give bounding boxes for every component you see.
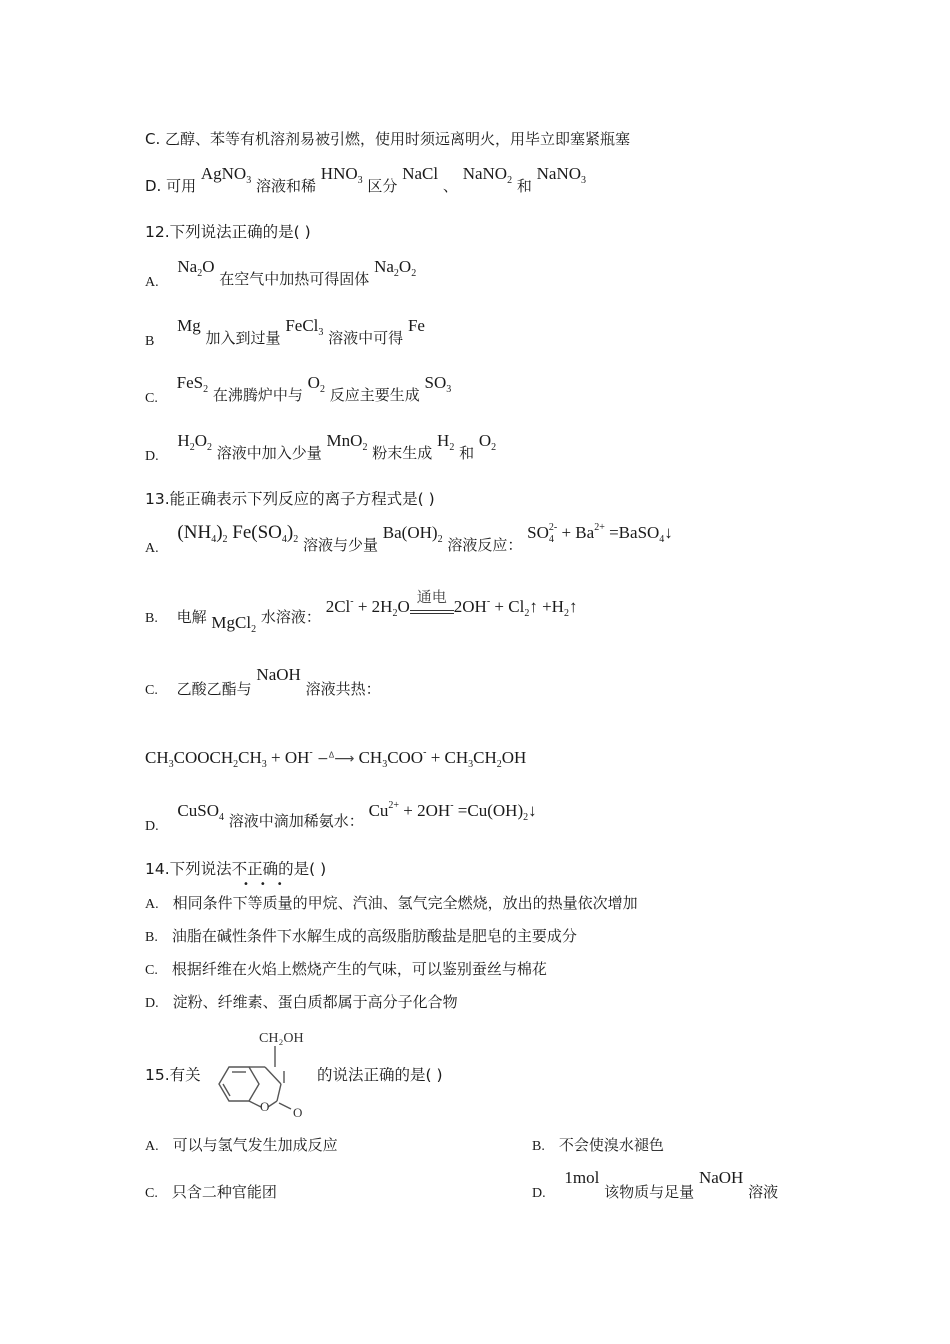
svg-text:O: O	[260, 1099, 270, 1114]
q13-title: 13.能正确表示下列反应的离子方程式是( )	[145, 490, 435, 508]
q14-option-c: C. 根据纤维在火焰上燃烧产生的气味，可以鉴别蚕丝与棉花	[145, 960, 547, 978]
q14-option-b: B. 油脂在碱性条件下水解生成的高级脂肪酸盐是肥皂的主要成分	[145, 927, 577, 945]
q14-title: 14.下列说法不正确的是( )	[145, 860, 327, 878]
q15-option-b: B. 不会使溴水褪色	[532, 1136, 664, 1154]
q12-option-c: C. FeS$_2$ 在沸腾炉中与 $O_2$ 反应主要生成 $SO_3$	[145, 373, 452, 406]
q12-title: 12.下列说法正确的是( )	[145, 223, 311, 241]
formula-agno3: AgNO$_3$	[200, 164, 252, 186]
svg-text:CH₂OH: CH₂OH	[259, 1031, 304, 1046]
q13-option-c-equation: $CH_3COOCH_2CH_3 + OH^-$ −$^\Delta$⟶ $CH_3COO^- + CH_3CH_2OH$	[145, 747, 527, 770]
q15-title-pre: 15.有关	[145, 1066, 201, 1084]
q11-option-d: D. 可用 AgNO$_3$ 溶液和稀 $HNO_3$ 区分 NaCl 、 NaNO$_2$ 和 NaNO$_3$	[145, 164, 587, 195]
q14-option-d: D. 淀粉、纤维素、蛋白质都属于高分子化合物	[145, 993, 458, 1011]
svg-text:O: O	[293, 1105, 303, 1120]
q12-option-a: A. $Na_2O$ 在空气中加热可得固体 $Na_2O_2$	[145, 257, 417, 290]
q15-option-d: D. 1mol 该物质与足量 NaOH 溶液	[532, 1168, 779, 1201]
q13-option-b: B. 电解 MgCl$_2$ 水溶液： $2Cl^- + 2H_2O$ 通电 $2OH^- + Cl_2↑$ $+H_2↑$	[145, 588, 578, 635]
emphasis-dots: •••	[243, 879, 294, 890]
q12-option-b: B Mg 加入到过量 FeCl$_3$ 溶液中可得 Fe	[145, 316, 425, 349]
q11-option-c: C. 乙醇、苯等有机溶剂易被引燃，使用时须远离明火，用毕立即塞紧瓶塞	[145, 130, 631, 148]
q15-option-a: A. 可以与氢气发生加成反应	[145, 1136, 338, 1154]
q12-option-d: D. $H_2O_2$ 溶液中加入少量 MnO$_2$ 粉末生成 $H_2$ 和 $O_2$	[145, 431, 497, 464]
q13-option-d: D. CuSO$_4$ 溶液中滴加稀氨水： $Cu^{2+} + 2OH^-$ $=Cu(OH)_2↓$	[145, 800, 537, 834]
q15-option-c: C. 只含二种官能团	[145, 1183, 277, 1201]
q13-option-c: C. 乙酸乙酯与 NaOH 溶液共热：	[145, 665, 381, 698]
q14-option-a: A. 相同条件下等质量的甲烷、汽油、氢气完全燃烧，放出的热量依次增加	[145, 894, 638, 912]
coumarin-structure-image	[205, 1027, 317, 1123]
q15-title-post: 的说法正确的是( )	[317, 1066, 443, 1084]
q13-option-a: A. $(NH_4)_2$ $Fe(SO_4)_2$ 溶液与少量 $Ba(OH)_2$ 溶液反应： $SO_4^{2-} + Ba^{2+}$ =BaSO$_4$↓	[145, 522, 673, 556]
